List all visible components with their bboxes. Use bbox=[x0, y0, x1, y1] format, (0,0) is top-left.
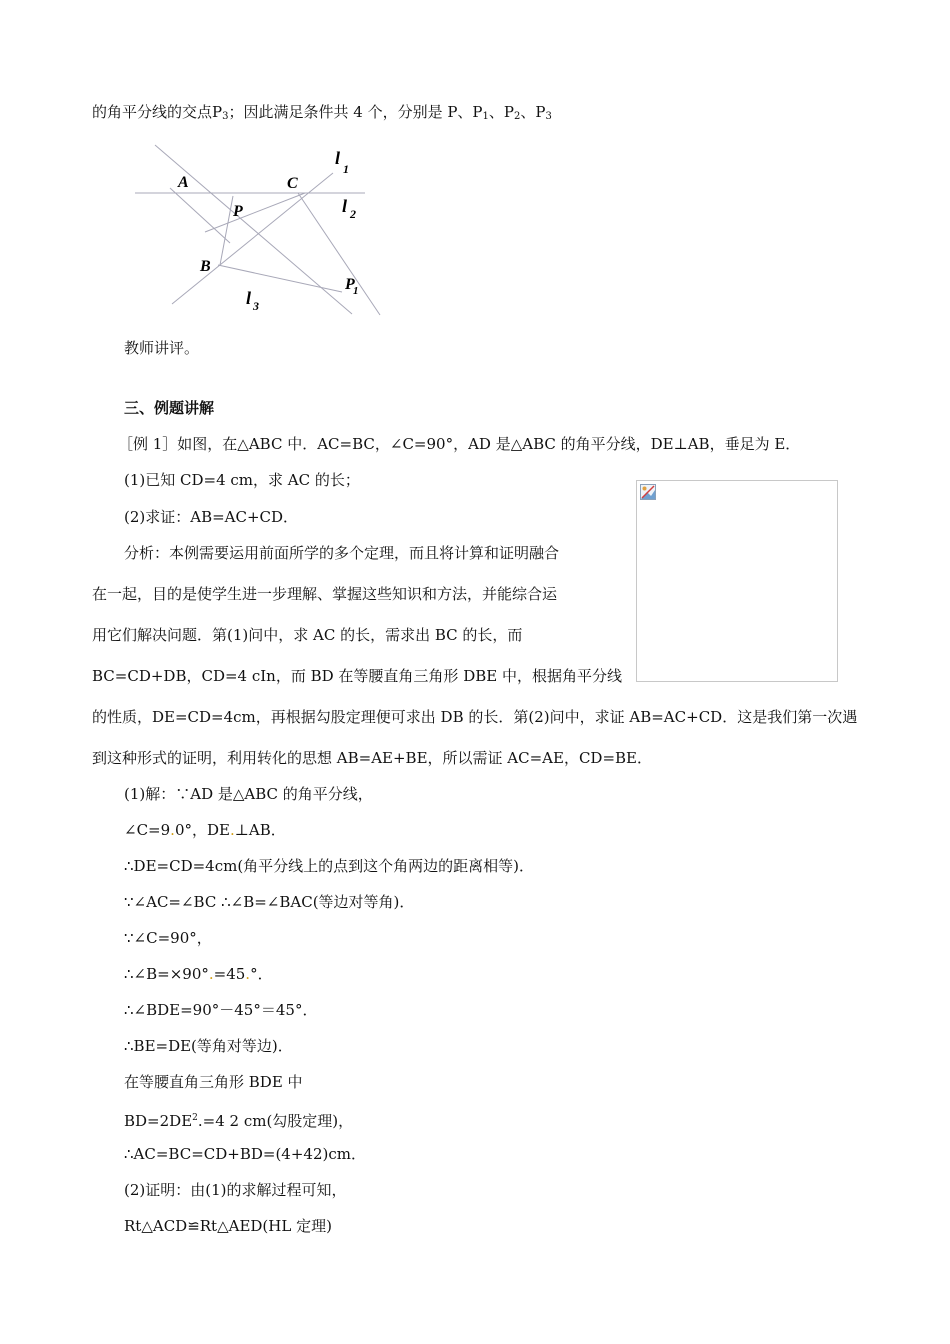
text-line-15: ∴DE=CD=4cm(角平分线上的点到这个角两边的距离相等)． bbox=[124, 857, 535, 875]
text-line-6: (2)求证：AB=AC+CD． bbox=[124, 508, 299, 526]
text-line-2: 教师讲评。 bbox=[124, 339, 200, 357]
text-fragment: °． bbox=[250, 965, 273, 983]
text-line-10: BC=CD+DB，CD=4 cIn，而 BD 在等腰直角三角形 DBE 中，根据角平分线 bbox=[92, 667, 622, 685]
text-line-24: (2)证明：由(1)的求解过程可知， bbox=[124, 1181, 347, 1199]
label-p1-sub: 1 bbox=[353, 285, 359, 297]
text-line-22 bbox=[124, 1108, 353, 1131]
text-fragment: 、P bbox=[488, 103, 514, 121]
text-line-13: (1)解：∵AD 是△ABC 的角平分线， bbox=[124, 785, 373, 803]
label-l1-sub: 1 bbox=[343, 162, 349, 176]
text-line-8: 在一起，目的是使学生进一步理解、掌握这些知识和方法，并能综合运 bbox=[92, 585, 558, 603]
text-line-14 bbox=[124, 820, 286, 840]
text-line-19: ∴∠BDE=90°－45°＝45°． bbox=[124, 1001, 318, 1019]
text-line-12: 到这种形式的证明，利用转化的思想 AB=AE+BE，所以需证 AC=AE，CD=BE． bbox=[92, 749, 652, 767]
dot-mark: . bbox=[170, 821, 175, 839]
text-fragment: ∠C=9 bbox=[124, 821, 171, 839]
subscript: 2 bbox=[514, 111, 521, 122]
text-line-7: 分析：本例需要运用前面所学的多个定理，而且将计算和证明融合 bbox=[124, 544, 560, 562]
label-l2-sub: 2 bbox=[350, 207, 356, 221]
line-pc bbox=[205, 193, 305, 232]
text-line-11: 的性质，DE=CD=4cm，再根据勾股定理便可求出 DB 的长．第(2)问中，求证 AB=AC+CD．这是我们第一次遇 bbox=[92, 708, 858, 726]
text-line-17: ∵∠C=90°， bbox=[124, 929, 212, 947]
text-line-9: 用它们解决问题．第(1)问中，求 AC 的长，需求出 BC 的长，而 bbox=[92, 626, 523, 644]
section-heading: 三、例题讲解 bbox=[124, 399, 215, 417]
label-b: B bbox=[200, 258, 211, 275]
text-fragment: ⊥AB． bbox=[234, 821, 286, 839]
segment-bp1 bbox=[218, 265, 342, 292]
text-line-21: 在等腰直角三角形 BDE 中 bbox=[124, 1073, 303, 1091]
label-l3: l bbox=[246, 288, 252, 308]
label-l1: l bbox=[335, 148, 341, 168]
subscript: 3 bbox=[222, 111, 229, 122]
label-p: P bbox=[233, 203, 243, 220]
text-fragment: =45 bbox=[213, 965, 246, 983]
dot-mark: . bbox=[245, 965, 251, 983]
text-line-18 bbox=[124, 964, 273, 984]
image-placeholder bbox=[636, 480, 838, 682]
text-fragment: 0°，DE bbox=[174, 821, 230, 839]
label-p1: P bbox=[345, 276, 355, 293]
text-fragment: ∴∠B=×90° bbox=[124, 965, 209, 983]
superscript: 2 bbox=[192, 1113, 198, 1123]
text-fragment: .=4 2 cm(勾股定理)， bbox=[197, 1112, 354, 1130]
text-line-23: ∴AC=BC=CD+BD=(4+42)cm． bbox=[124, 1145, 366, 1163]
subscript: 3 bbox=[545, 111, 552, 122]
label-a: A bbox=[178, 174, 189, 191]
text-line-16: ∵∠AC=∠BC ∴∠B=∠BAC(等边对等角)． bbox=[124, 893, 415, 911]
label-l2: l bbox=[342, 196, 348, 216]
text-fragment: 、P bbox=[520, 103, 546, 121]
text-line-20: ∴BE=DE(等角对等边)． bbox=[124, 1037, 293, 1055]
label-l3-sub: 3 bbox=[253, 299, 259, 313]
label-c: C bbox=[287, 175, 298, 192]
text-line-4: ［例 1］如图，在△ABC 中．AC=BC，∠C=90°，AD 是△ABC 的角平分线，DE⊥AB，垂足为 E． bbox=[118, 435, 801, 453]
text-fragment: P bbox=[212, 103, 223, 121]
line-through-c bbox=[298, 193, 380, 315]
text-line-25: Rt△ACD≌Rt△AED(HL 定理) bbox=[124, 1217, 332, 1235]
dot-mark: . bbox=[208, 965, 214, 983]
dot-mark: . bbox=[229, 821, 235, 839]
geometry-figure bbox=[130, 140, 390, 325]
text-fragment: ；因此满足条件共 4 个，分别是 P、P bbox=[228, 103, 483, 121]
text-line-1 bbox=[92, 102, 552, 127]
line-ab-extension bbox=[170, 188, 230, 243]
text-fragment: 的角平分线的交点 bbox=[92, 103, 213, 121]
text-fragment: BD=2DE bbox=[124, 1112, 193, 1130]
text-line-5: (1)已知 CD=4 cm，求 AC 的长； bbox=[124, 471, 360, 489]
subscript: 1 bbox=[482, 111, 489, 122]
broken-image-icon bbox=[640, 484, 656, 500]
